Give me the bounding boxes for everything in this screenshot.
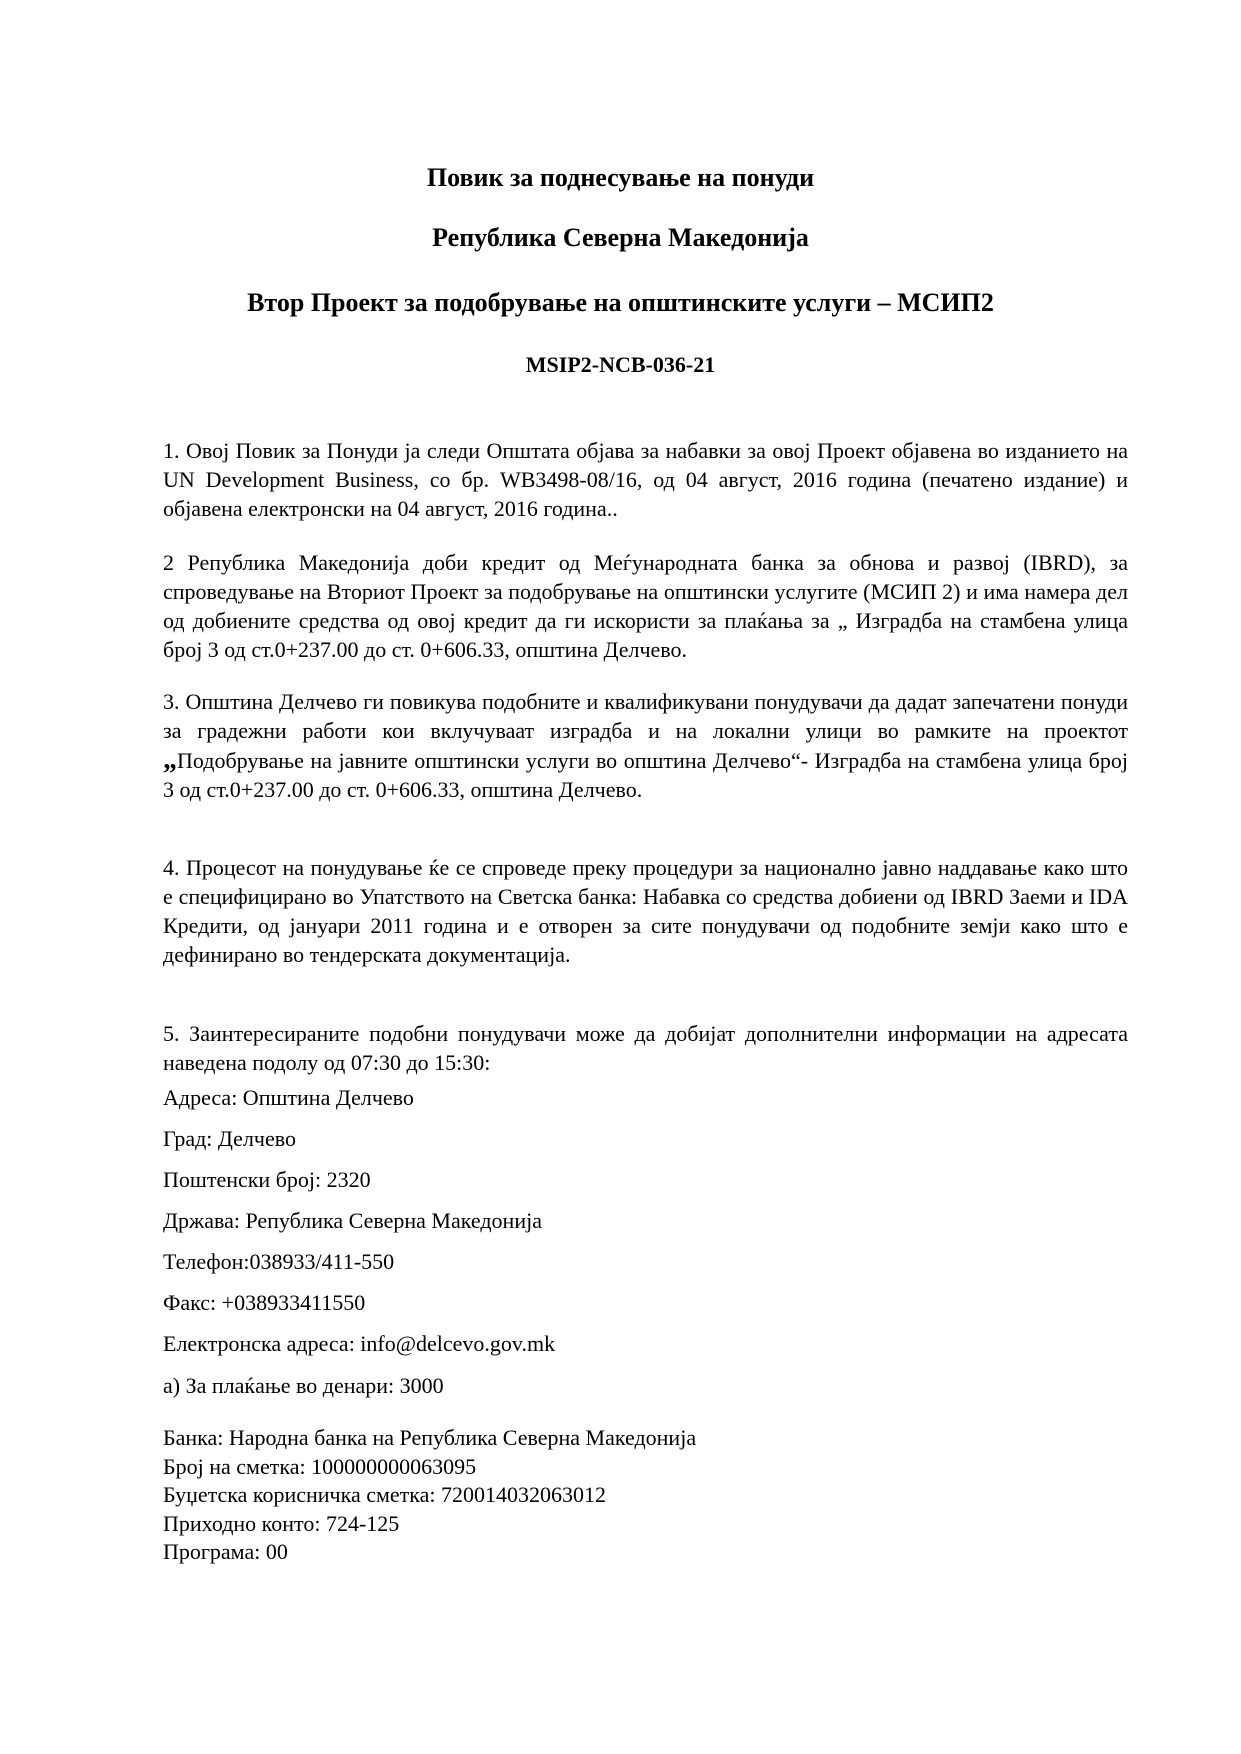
bank-account-number: Број на сметка: 100000000063095 [163,1453,477,1479]
document-title: Повик за поднесување на понуди [426,163,815,192]
contact-fax: Факс: +038933411550 [163,1290,366,1315]
contact-state: Држава: Република Северна Македонија [163,1208,542,1233]
paragraph-1: 1. Овој Повик за Понуди ја следи Општата објава за набавки за овој Проект објавена во изданието на UN Development Business, со бр. WB3498-08/16, од 04 август, 2016 година (печатено издание) и објавена електронски на 04 август, 2016 година.. [163,438,1128,521]
contact-phone: Телефон:038933/411-550 [163,1249,395,1274]
payment-line: а) За плаќање во денари: 3000 [163,1373,444,1398]
paragraph-3 [163,687,1128,804]
paragraph-3-quote: „ [163,744,177,775]
project-heading: Втор Проект за подобрување на општинските услуги – МСИП2 [247,288,994,317]
contact-address: Адреса: Општина Делчево [163,1085,414,1110]
contact-city: Град: Делчево [163,1126,296,1151]
program-code: Програма: 00 [163,1539,288,1564]
paragraph-5: 5. Заинтересираните подобни понудувачи може да добијат дополнителни информации на адресата наведена подолу од 07:30 до 15:30: [163,1021,1128,1075]
bank-name: Банка: Народна банка на Република Северна Македонија [163,1425,697,1450]
paragraph-3-text-1: 3. Општина Делчево ги повикува подобните и квалификувани понудувачи да дадат запечатени понуди за градежни работи кои вклучуваат изградба и на локални улици во рамките на проектот [163,689,1128,743]
paragraph-2: 2 Република Македонија доби кредит од Меѓународната банка за обнова и развој (IBRD), за спроведување на Вториот Проект за подобрување на општински услугите (МСИП 2) и има намера дел од добиените средства од овој кредит да ги искористи за плаќања за „ Изградба на стамбена улица број 3 од ст.0+237.00 до ст. 0+606.33, општина Делчево. [163,550,1128,662]
reference-code: MSIP2-NCB-036-21 [525,352,716,377]
paragraph-3-text-2: Подобрување на јавните општински услуги во општина Делчево“- Изградба на стамбена улица број 3 од ст.0+237.00 до ст. 0+606.33, општина Делчево. [163,748,1128,802]
contact-email: Електронска адреса: info@delcevo.gov.mk [163,1331,556,1356]
country-heading: Република Северна Македонија [432,223,809,252]
bank-details [163,1424,696,1567]
paragraph-4: 4. Процесот на понудување ќе се спроведе преку процедури за национално јавно наддавање како што е специфицирано во Упатството на Светска банка: Набавка со средства добиени од IBRD Заеми и IDA Кредити, од јануари 2011 година и е отворен за сите понудувачи од подобните земји како што е дефинирано во тендерската документација. [163,855,1128,967]
budget-account: Буџетска корисничка сметка: 720014032063012 [163,1482,607,1507]
revenue-account: Приходно конто: 724-125 [163,1510,400,1536]
contact-postal: Поштенски број: 2320 [163,1167,371,1192]
